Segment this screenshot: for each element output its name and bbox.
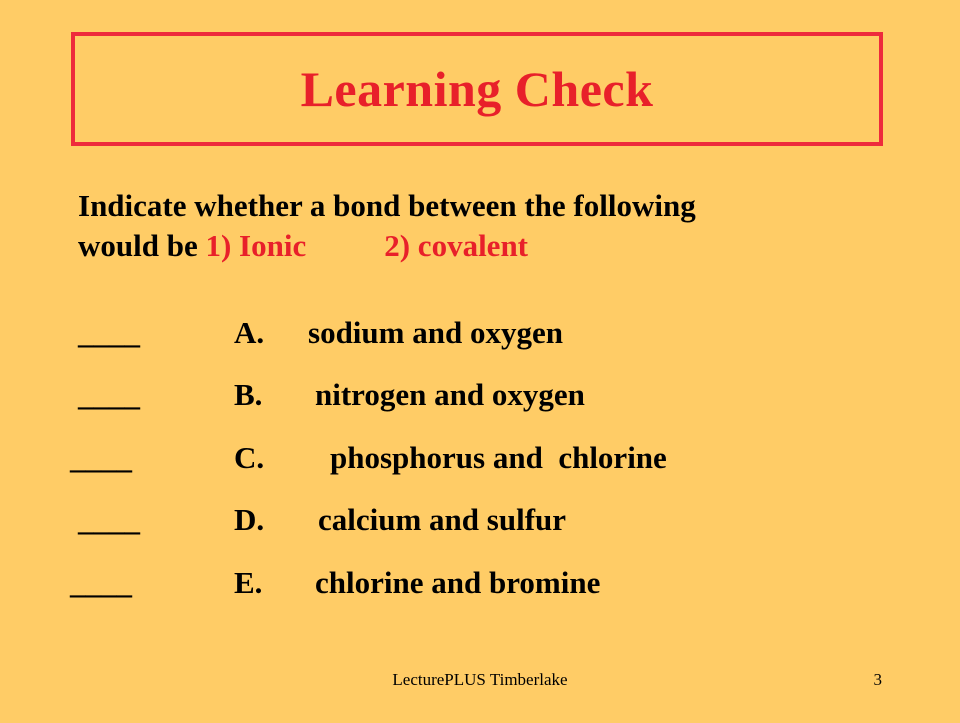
- list-item-e: [70, 563, 790, 603]
- item-letter: C.: [234, 440, 265, 475]
- title-box: [71, 32, 883, 146]
- answer-blank: ____: [70, 440, 132, 475]
- list-item-c: [70, 438, 790, 478]
- item-text: chlorine and bromine: [315, 565, 601, 600]
- item-text: calcium and sulfur: [318, 502, 567, 537]
- option-ionic: 1) Ionic: [205, 228, 307, 263]
- instructions: [78, 186, 696, 266]
- instructions-line-2: [78, 226, 696, 266]
- answer-blank: ____: [78, 377, 140, 412]
- item-text: phosphorus and chlorine: [330, 440, 667, 475]
- item-letter: B.: [234, 377, 263, 412]
- list-item-b: [78, 375, 778, 415]
- list-item-d: [78, 500, 778, 540]
- answer-blank: ____: [70, 565, 132, 600]
- option-covalent: 2) covalent: [384, 228, 529, 263]
- item-text: nitrogen and oxygen: [315, 377, 585, 412]
- item-letter: A.: [234, 315, 265, 350]
- slide-title: Learning Check: [300, 61, 654, 117]
- page-number: 3: [873, 670, 882, 689]
- answer-blank: ____: [78, 315, 140, 350]
- item-letter: E.: [234, 565, 263, 600]
- list-item-a: [78, 313, 778, 353]
- slide-footer: LecturePLUS Timberlake: [392, 670, 568, 689]
- item-letter: D.: [234, 502, 265, 537]
- item-text: sodium and oxygen: [308, 315, 563, 350]
- instructions-line-1: Indicate whether a bond between the following: [78, 188, 696, 223]
- instructions-prefix: would be: [78, 228, 206, 263]
- answer-blank: ____: [78, 502, 140, 537]
